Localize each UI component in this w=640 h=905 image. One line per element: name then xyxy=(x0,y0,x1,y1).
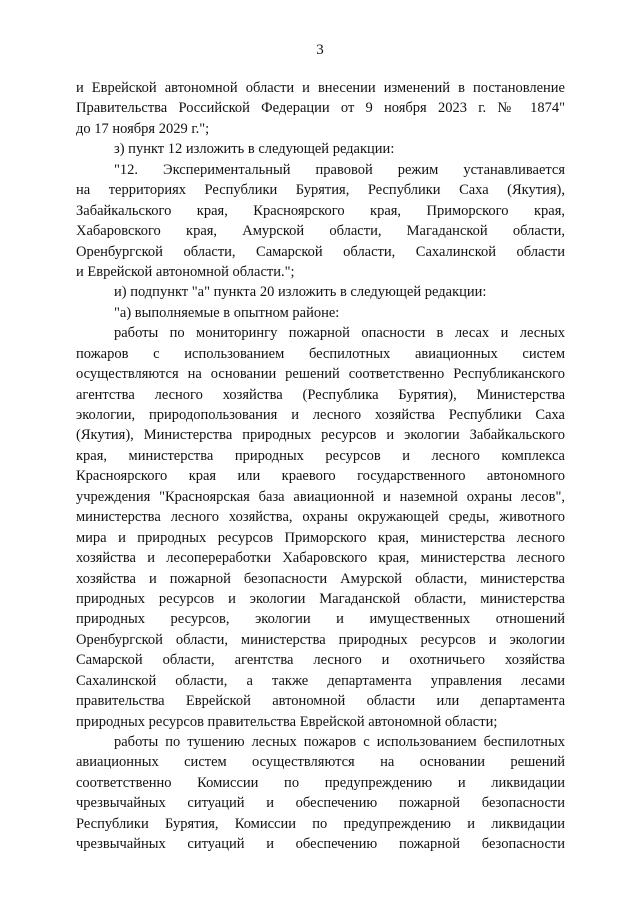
text-line: Оренбургской области, Самарской области, Сахалинской области xyxy=(76,243,565,260)
text-line: природных ресурсов, экологии и имущественных отношений xyxy=(76,611,565,628)
text-line: природных ресурсов правительства Еврейской автономной области; xyxy=(76,713,498,730)
text-line: авиационных систем осуществляются на основании решений xyxy=(76,754,565,771)
text-line: пожаров с использованием беспилотных авиационных систем xyxy=(76,345,565,362)
text-line: Забайкальского края, Красноярского края, Приморского края, xyxy=(76,202,565,219)
text-line: з) пункт 12 изложить в следующей редакции: xyxy=(114,141,395,158)
text-line: Оренбургской области, министерства природных ресурсов и экологии xyxy=(76,631,565,648)
text-line: и Еврейской автономной области."; xyxy=(76,263,295,280)
text-line: работы по мониторингу пожарной опасности в лесах и лесных xyxy=(114,325,565,342)
text-line: и) подпункт "а" пункта 20 изложить в следующей редакции: xyxy=(114,284,487,301)
text-line: "а) выполняемые в опытном районе: xyxy=(114,304,340,321)
text-line: (Якутия), Министерства природных ресурсов и экологии Забайкальского xyxy=(76,427,565,444)
text-line: Сахалинской области, а также департамента управления лесами xyxy=(76,672,565,689)
text-line: министерства лесного хозяйства, охраны окружающей среды, животного xyxy=(76,509,565,526)
text-line: края, министерства природных ресурсов и лесного комплекса xyxy=(76,447,565,464)
text-line: осуществляются на основании решений соответственно Республиканского xyxy=(76,366,565,383)
text-line: агентства лесного хозяйства (Республика Бурятия), Министерства xyxy=(76,386,565,403)
text-line: Хабаровского края, Амурской области, Магаданской области, xyxy=(76,223,565,240)
text-line: до 17 ноября 2029 г."; xyxy=(76,120,210,137)
text-line: на территориях Республики Бурятия, Республики Саха (Якутия), xyxy=(76,182,565,199)
text-line: чрезвычайных ситуаций и обеспечению пожарной безопасности xyxy=(76,836,565,853)
text-line: и Еврейской автономной области и внесении изменений в постановление xyxy=(76,80,565,96)
document-body xyxy=(76,78,565,855)
text-line: Правительства Российской Федерации от 9 ноября 2023 г. № 1874" xyxy=(76,100,565,117)
text-line: соответственно Комиссии по предупреждению и ликвидации xyxy=(76,774,565,791)
text-line: Красноярского края или краевого государственного автономного xyxy=(76,468,565,485)
text-line: Самарской области, агентства лесного и охотничьего хозяйства xyxy=(76,652,565,669)
text-line: учреждения "Красноярская база авиационной и наземной охраны лесов", xyxy=(76,488,565,505)
text-line: природных ресурсов и экологии Магаданской области, министерства xyxy=(76,590,565,607)
page-number: 3 xyxy=(316,42,324,58)
text-line: "12. Экспериментальный правовой режим устанавливается xyxy=(114,161,565,178)
text-line: работы по тушению лесных пожаров с использованием беспилотных xyxy=(114,734,565,750)
text-line: хозяйства и лесопереработки Хабаровского края, министерства лесного xyxy=(76,550,565,567)
text-line: хозяйства и пожарной безопасности Амурской области, министерства xyxy=(76,570,565,587)
text-line: чрезвычайных ситуаций и обеспечению пожарной безопасности xyxy=(76,795,565,812)
text-line: мира и природных ресурсов Приморского края, министерства лесного xyxy=(76,529,565,546)
text-line: Республики Бурятия, Комиссии по предупреждению и ликвидации xyxy=(76,815,565,832)
text-line: экологии, природопользования и лесного хозяйства Республики Саха xyxy=(76,407,565,423)
text-line: правительства Еврейской автономной области или департамента xyxy=(76,693,565,710)
